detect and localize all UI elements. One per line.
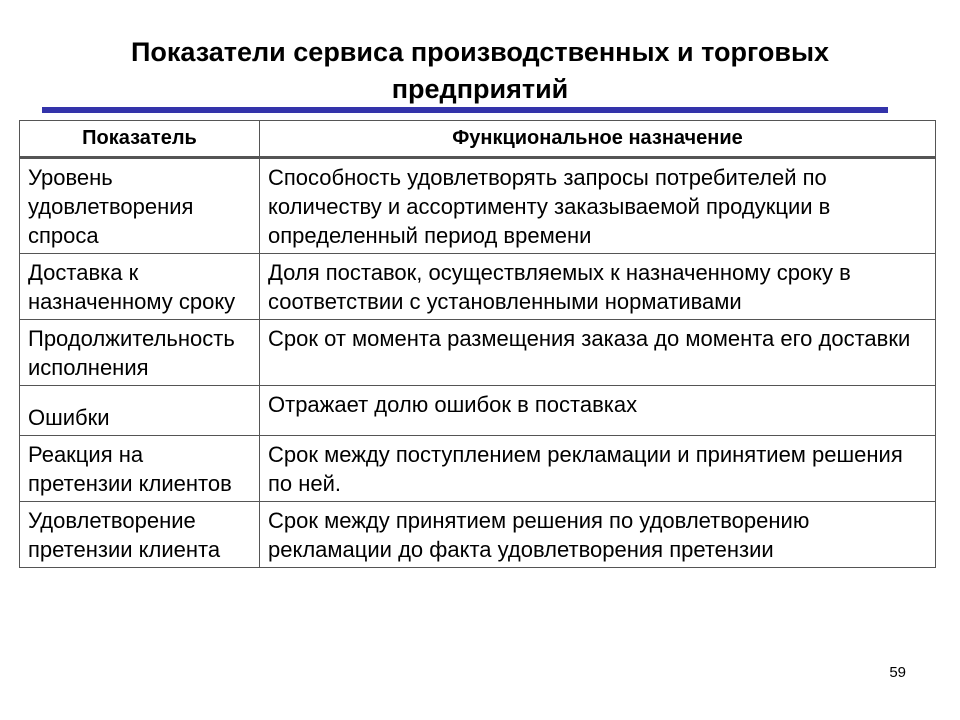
indicator-description: Отражает долю ошибок в поставках [260,386,936,436]
indicator-name: Ошибки [20,386,260,436]
table-row [20,158,936,254]
indicator-description: Способность удовлетворять запросы потребителей по количеству и ассортименту заказываемой продукции в определенный период времени [260,158,936,254]
table-row [20,502,936,568]
indicator-name: Продолжительность исполнения [20,320,260,386]
page-number: 59 [889,664,906,681]
header-function: Функциональное назначение [260,121,936,158]
table-row [20,436,936,502]
indicator-description: Срок между поступлением рекламации и принятием решения по ней. [260,436,936,502]
table-row [20,386,936,436]
indicator-description: Доля поставок, осуществляемых к назначенному сроку в соответствии с установленными нормативами [260,254,936,320]
title-underline-bar [42,107,888,113]
indicator-name: Уровень удовлетворения спроса [20,158,260,254]
indicator-name: Реакция на претензии клиентов [20,436,260,502]
slide-title: Показатели сервиса производственных и торговых предприятий [130,37,830,104]
table-row [20,254,936,320]
indicator-name: Доставка к назначенному сроку [20,254,260,320]
indicator-name: Удовлетворение претензии клиента [20,502,260,568]
indicator-description: Срок между принятием решения по удовлетворению рекламации до факта удовлетворения претензии [260,502,936,568]
indicator-description: Срок от момента размещения заказа до момента его доставки [260,320,936,386]
table-header-row [20,121,936,158]
indicators-table [19,120,936,568]
table-row [20,320,936,386]
header-indicator: Показатель [20,121,260,158]
